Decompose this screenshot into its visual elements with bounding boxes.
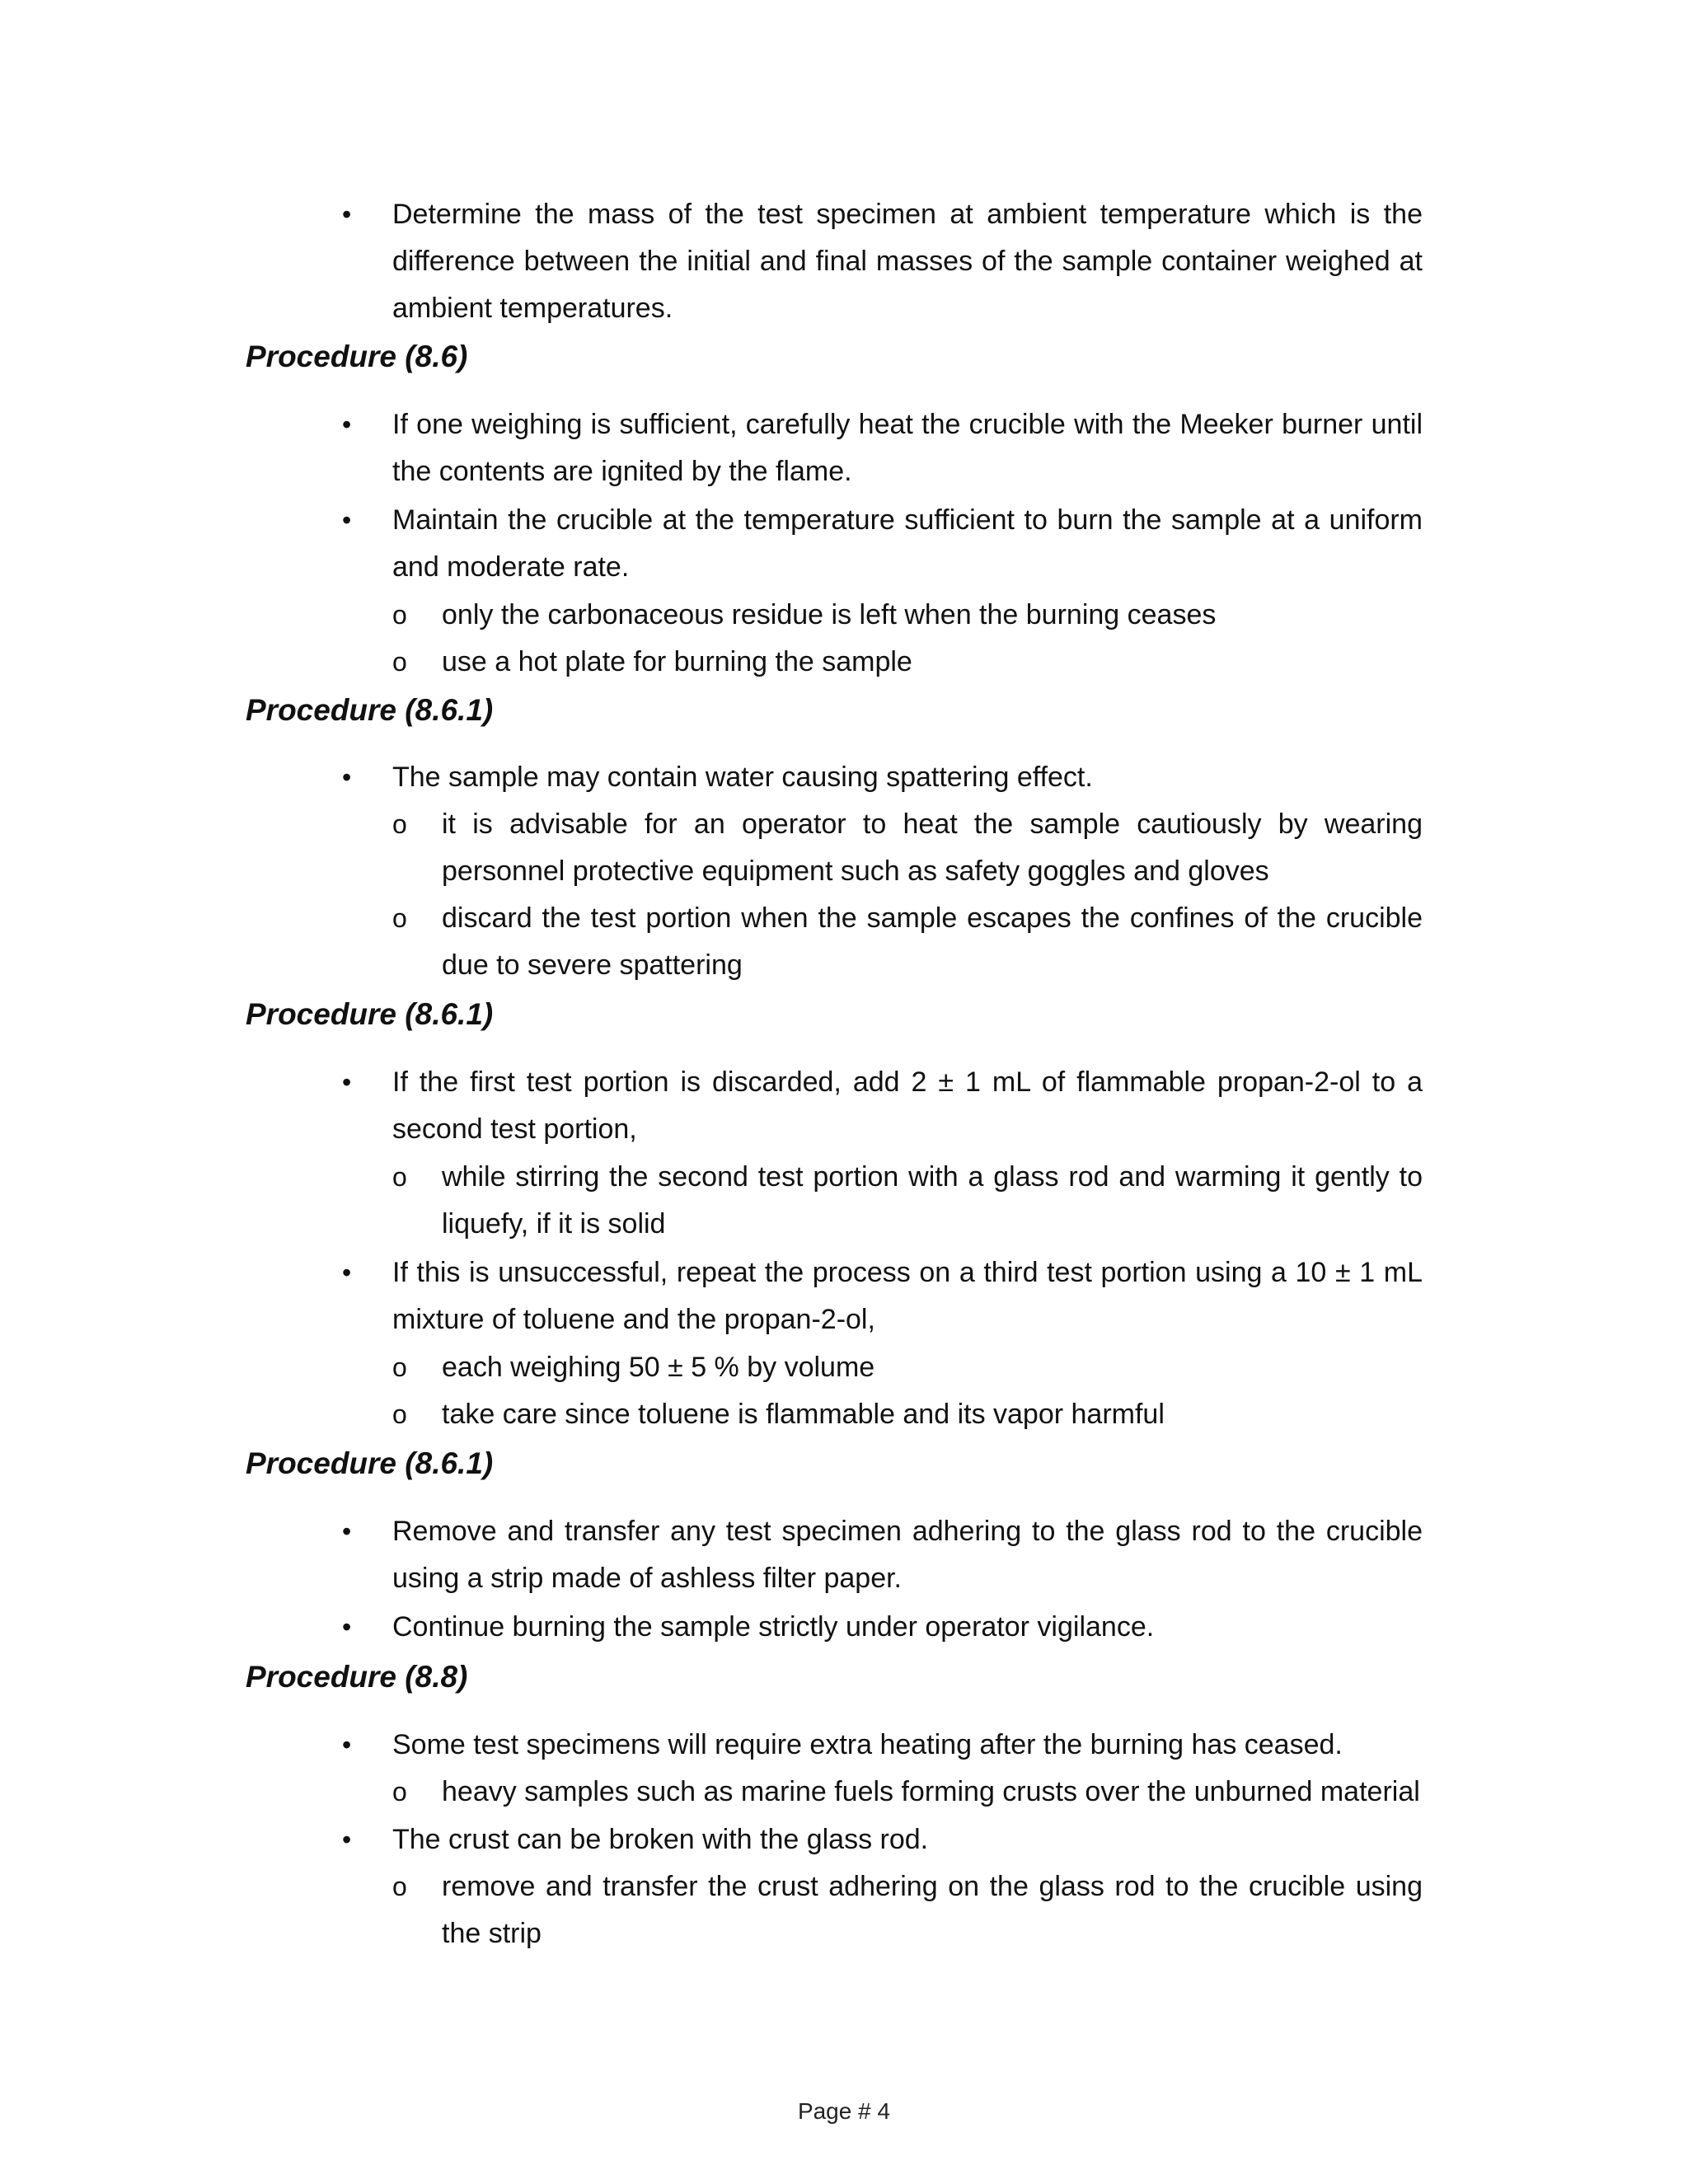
bullet-marker: • — [342, 1258, 352, 1287]
subbullet-marker: o — [392, 647, 407, 677]
bullet-marker: • — [342, 762, 352, 792]
bullet-marker: • — [342, 1730, 352, 1760]
section-heading: Procedure (8.6.1) — [246, 1446, 494, 1480]
subbullet-marker: o — [392, 600, 407, 630]
subbullet-text: while stirring the second test portion with a glass rod and warming it gently to liquefy, if it is solid — [442, 1161, 1423, 1240]
section-heading: Procedure (8.6.1) — [246, 997, 494, 1031]
section-heading: Procedure (8.6) — [246, 340, 468, 373]
subbullet-text: heavy samples such as marine fuels forming crusts over the unburned material — [442, 1776, 1420, 1807]
bullet-marker: • — [342, 1067, 352, 1097]
subbullet-marker: o — [392, 1872, 407, 1901]
subbullet-marker: o — [392, 1399, 407, 1429]
subbullet-marker: o — [392, 903, 407, 933]
subbullet-text: discard the test portion when the sample escapes the confines of the crucible due to severe spattering — [442, 902, 1423, 981]
bullet-text: Remove and transfer any test specimen adhering to the glass rod to the crucible using a strip made of ashless filter paper. — [392, 1516, 1423, 1594]
bullet-marker: • — [342, 1825, 352, 1854]
bullet-marker: • — [342, 410, 352, 439]
subbullet-marker: o — [392, 1162, 407, 1192]
bullet-text: Maintain the crucible at the temperature sufficient to burn the sample at a uniform and moderate rate. — [392, 504, 1423, 583]
bullet-text: If this is unsuccessful, repeat the process on a third test portion using a 10 ± 1 mL mixture of toluene and the propan-2-ol, — [392, 1257, 1423, 1335]
bullet-text: If one weighing is sufficient, carefully heat the crucible with the Meeker burner until the contents are ignited by the flame. — [392, 409, 1423, 487]
section-heading: Procedure (8.6.1) — [246, 693, 494, 727]
bullet-text: If the first test portion is discarded, add 2 ± 1 mL of flammable propan-2-ol to a second test portion, — [392, 1066, 1423, 1145]
intro-bullet-text: Determine the mass of the test specimen at ambient temperature which is the difference between the initial and final masses of the sample container weighed at ambient temperatures. — [392, 199, 1423, 324]
subbullet-text: take care since toluene is flammable and its vapor harmful — [442, 1399, 1165, 1430]
subbullet-text: it is advisable for an operator to heat the sample cautiously by wearing personnel protective equipment such as safety goggles and gloves — [442, 808, 1423, 887]
bullet-marker: • — [342, 199, 352, 229]
subbullet-marker: o — [392, 1352, 407, 1382]
subbullet-text: remove and transfer the crust adhering on the glass rod to the crucible using the strip — [442, 1871, 1423, 1949]
bullet-text: Continue burning the sample strictly under operator vigilance. — [392, 1611, 1155, 1643]
bullet-marker: • — [342, 1612, 352, 1642]
subbullet-text: only the carbonaceous residue is left when the burning ceases — [442, 599, 1217, 630]
subbullet-text: use a hot plate for burning the sample — [442, 646, 912, 677]
page-number: Page # 4 — [797, 2098, 891, 2124]
subbullet-marker: o — [392, 1777, 407, 1807]
bullet-marker: • — [342, 505, 352, 535]
bullet-marker: • — [342, 1516, 352, 1546]
section-heading: Procedure (8.8) — [246, 1660, 468, 1694]
subbullet-text: each weighing 50 ± 5 % by volume — [442, 1352, 875, 1383]
bullet-text: The crust can be broken with the glass rod. — [392, 1824, 929, 1855]
subbullet-marker: o — [392, 809, 407, 839]
bullet-text: The sample may contain water causing spattering effect. — [392, 762, 1093, 793]
bullet-text: Some test specimens will require extra heating after the burning has ceased. — [392, 1729, 1343, 1760]
